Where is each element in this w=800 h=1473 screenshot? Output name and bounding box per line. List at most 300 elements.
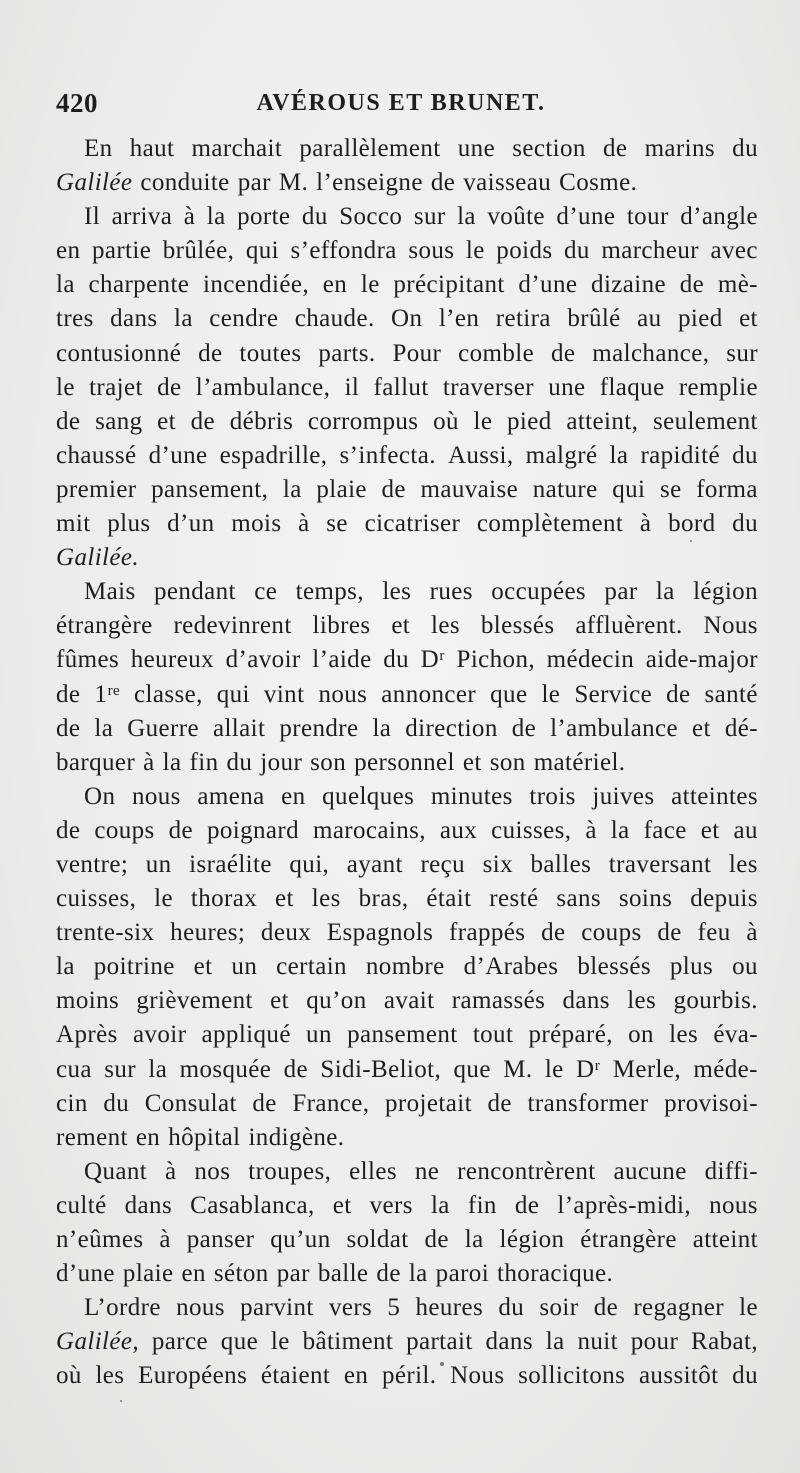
text-line — [56, 916, 758, 950]
word: feu — [697, 919, 731, 947]
word: qui — [216, 680, 250, 708]
word: marins — [644, 135, 716, 162]
word: de — [56, 714, 81, 742]
word: le — [154, 885, 173, 913]
word: qui — [245, 237, 279, 265]
word: du — [564, 237, 590, 265]
word: son — [489, 748, 526, 776]
word: l’en — [438, 305, 480, 333]
page-number: 420 — [56, 88, 98, 118]
word: plus — [107, 510, 151, 538]
word: dans — [485, 1328, 533, 1356]
word: un — [145, 850, 172, 878]
word: ou — [732, 953, 758, 981]
word: projetait — [385, 1089, 472, 1117]
word: allait — [212, 714, 266, 742]
word: la — [372, 714, 392, 742]
word: mauvaise — [420, 475, 519, 503]
word: En — [84, 135, 113, 162]
word: aucune — [613, 1157, 687, 1185]
word: la — [655, 578, 675, 606]
word: trajet — [89, 373, 143, 401]
word: dans — [562, 987, 610, 1015]
word: Galilée, — [56, 1328, 140, 1356]
word: soir — [539, 1294, 579, 1322]
word: du — [732, 510, 758, 538]
word: dans — [110, 305, 158, 333]
word: gourbis. — [673, 987, 758, 1015]
word: brûlé — [567, 305, 621, 333]
word: pied — [677, 305, 723, 333]
word: 1ʳᵉ — [94, 680, 120, 708]
word: de — [56, 407, 81, 435]
word: indigène. — [248, 1123, 345, 1151]
word: M. — [278, 169, 309, 197]
word: à — [143, 748, 155, 776]
word: malchance, — [592, 339, 710, 367]
ink-speck — [690, 540, 692, 542]
word: la — [457, 203, 476, 231]
word: partait — [406, 1328, 473, 1356]
word: annoncer — [381, 680, 477, 708]
word: vers — [328, 1294, 373, 1322]
word: vint — [263, 680, 305, 708]
word: de — [514, 1191, 540, 1219]
word: d’une — [556, 203, 616, 231]
word: la — [56, 953, 75, 981]
text-line — [56, 1359, 758, 1393]
word: pied — [507, 407, 552, 435]
word: provisoi- — [664, 1089, 758, 1117]
word: s’effondra — [290, 237, 397, 265]
word: à — [183, 203, 196, 231]
text-line — [56, 1257, 758, 1291]
word: de — [679, 271, 705, 299]
word: fallut — [373, 373, 429, 401]
word: de — [511, 714, 537, 742]
text-line — [56, 1155, 758, 1189]
word: du — [226, 748, 253, 776]
word: depuis — [690, 885, 758, 913]
word: rement — [56, 1123, 128, 1151]
text-line — [56, 200, 758, 234]
word: avec — [710, 237, 758, 265]
word: israélite — [189, 850, 272, 878]
word: éva- — [713, 1021, 758, 1049]
word: cicatriser — [364, 510, 461, 538]
word: Espagnols — [326, 919, 434, 947]
word: Dʳ — [420, 646, 445, 674]
page-header — [56, 88, 746, 128]
word: étrangère — [56, 612, 153, 640]
word: contusionné — [56, 339, 182, 367]
word: marocains, — [312, 816, 426, 844]
running-title: AVÉROUS ET BRUNET. — [256, 90, 546, 116]
word: débris — [229, 407, 294, 435]
word: reçu — [420, 850, 466, 878]
word: sans — [556, 885, 602, 913]
word: Nous — [450, 1362, 505, 1390]
word: s’infecta. — [339, 441, 436, 469]
word: ne — [414, 1157, 440, 1185]
word: le — [473, 407, 493, 435]
word: seulement — [652, 407, 758, 435]
word: remplie — [678, 373, 758, 401]
word: et — [193, 953, 213, 981]
word: en — [181, 1260, 206, 1288]
word: nuit — [577, 1328, 618, 1356]
word: plus — [669, 953, 714, 981]
word: à — [298, 510, 310, 538]
word: jour — [260, 748, 303, 776]
word: partie — [91, 237, 152, 265]
text-line — [56, 746, 758, 780]
word: soins — [618, 885, 673, 913]
word: au — [637, 305, 662, 333]
text-line — [56, 1087, 758, 1121]
word: du — [301, 203, 328, 231]
word: médecin — [546, 646, 635, 674]
word: qu’un — [270, 1226, 331, 1253]
word: corrompus — [307, 407, 419, 435]
word: mois — [231, 510, 282, 538]
text-line — [56, 1121, 758, 1155]
word: Pour — [392, 339, 442, 367]
word: aussitôt — [638, 1362, 719, 1390]
word: de — [198, 339, 223, 367]
word: et — [275, 885, 294, 913]
word: blessés — [577, 953, 651, 981]
word: de — [56, 816, 81, 844]
ink-speck — [440, 1362, 444, 1366]
word: mosquée — [179, 1055, 272, 1083]
word: d’Arabes — [463, 953, 559, 981]
word: de — [603, 135, 628, 162]
word: parvint — [240, 1294, 314, 1322]
text-line — [56, 609, 758, 643]
word: d’un — [167, 510, 215, 538]
word: coups — [94, 816, 155, 844]
word: mè- — [717, 271, 758, 299]
word: classe, — [133, 680, 203, 708]
word: Européens — [138, 1362, 248, 1390]
word: en — [343, 1362, 369, 1390]
word: de — [157, 373, 182, 401]
word: On — [84, 782, 116, 810]
word: du — [383, 646, 409, 674]
word: le — [544, 1055, 564, 1083]
word: en — [322, 271, 348, 299]
word: parts. — [318, 339, 376, 367]
word: de — [550, 339, 576, 367]
word: atteintes — [671, 782, 758, 810]
word: Aussi, — [447, 441, 514, 469]
word: qui — [612, 475, 646, 503]
word: arriva — [111, 203, 173, 231]
word: toutes — [239, 339, 302, 367]
word: rues — [429, 578, 473, 606]
text-line — [56, 439, 758, 473]
word: parce — [151, 1328, 208, 1356]
word: cin — [56, 1089, 88, 1117]
word: resté — [489, 885, 539, 913]
word: de — [376, 1260, 401, 1288]
word: méde- — [693, 1055, 758, 1083]
word: sang — [95, 407, 143, 435]
word: barquer — [56, 748, 136, 776]
word: prendre — [279, 714, 359, 742]
word: nos — [194, 1157, 231, 1185]
word: nous — [318, 680, 368, 708]
word: de — [381, 475, 406, 503]
word: de — [657, 919, 682, 947]
word: diffi- — [704, 1157, 758, 1185]
word: 5 — [387, 1294, 401, 1322]
word: la — [94, 714, 114, 742]
text-line — [56, 643, 758, 677]
word: elles — [349, 1157, 397, 1185]
word: transformer — [527, 1089, 649, 1117]
word: personnel — [354, 748, 455, 776]
word: culté — [56, 1191, 107, 1219]
word: que — [220, 1328, 259, 1356]
word: forma — [696, 475, 758, 503]
word: il — [344, 373, 360, 401]
word: aide-major — [645, 646, 758, 674]
word: à — [639, 510, 652, 538]
word: minutes — [430, 782, 513, 810]
word: un — [231, 953, 258, 981]
word: M. — [503, 1055, 533, 1083]
word: étaient — [260, 1362, 331, 1390]
word: qu’on — [306, 987, 367, 1015]
word: fin — [189, 748, 219, 776]
word: poitrine — [93, 953, 175, 981]
text-line — [56, 337, 758, 371]
word: et — [391, 612, 411, 640]
word: heureux — [130, 646, 215, 674]
word: premier — [56, 475, 137, 503]
word: paroi — [435, 1260, 490, 1288]
text-line — [56, 780, 758, 814]
word: avoir — [132, 1021, 187, 1049]
word: que — [490, 680, 528, 708]
word: cuisses, — [56, 885, 137, 913]
word: à — [165, 1157, 177, 1185]
word: marcheur — [601, 237, 699, 265]
ink-speck — [120, 1400, 122, 1402]
word: santé — [704, 680, 758, 708]
word: d’une — [518, 271, 578, 299]
word: en — [56, 237, 81, 265]
word: Merle, — [612, 1055, 682, 1083]
text-line — [56, 1325, 758, 1359]
word: qui, — [289, 850, 330, 878]
word: rapidité — [640, 441, 720, 469]
word: haut — [129, 135, 175, 162]
word: la — [56, 271, 75, 299]
word: Galilée — [56, 169, 133, 197]
word: voûte — [487, 203, 545, 231]
word: Pichon, — [456, 646, 536, 674]
word: traversant — [608, 850, 712, 878]
word: cendre — [209, 305, 279, 333]
word: retira — [495, 305, 551, 333]
word: de — [424, 1226, 449, 1253]
word: amena — [197, 782, 265, 810]
text-line — [56, 678, 758, 712]
text-line — [56, 882, 758, 916]
word: conduite — [140, 169, 230, 197]
word: Socco — [339, 203, 403, 231]
word: juives — [592, 782, 655, 810]
word: Mais — [84, 578, 136, 606]
word: dizaine — [591, 271, 667, 299]
word: rencontrèrent — [457, 1157, 596, 1185]
word: de — [283, 1055, 309, 1083]
word: où — [433, 407, 459, 435]
word: les — [95, 1362, 125, 1390]
word: plaie — [122, 1260, 174, 1288]
word: mit — [56, 510, 91, 538]
word: une — [548, 373, 586, 401]
word: de — [541, 919, 566, 947]
text-line — [56, 132, 758, 166]
word: préparé, — [528, 1021, 613, 1049]
word: de — [487, 1089, 512, 1117]
word: ventre; — [56, 850, 129, 878]
word: au — [733, 816, 758, 844]
word: Galilée. — [56, 544, 140, 572]
word: les — [311, 885, 341, 913]
word: libres — [312, 612, 371, 640]
text-line — [56, 302, 758, 336]
word: précipitant — [393, 271, 505, 299]
word: Quant — [84, 1157, 148, 1185]
word: trente-six — [56, 919, 155, 947]
word: sur — [413, 203, 446, 231]
text-line — [56, 814, 758, 848]
word: pour — [630, 1328, 679, 1356]
word: de — [56, 680, 81, 708]
text-line — [56, 473, 758, 507]
text-line — [56, 1053, 758, 1087]
word: l’aide — [312, 646, 372, 674]
word: poignard — [206, 816, 300, 844]
word: où — [56, 1362, 82, 1390]
word: sollicitons — [518, 1362, 626, 1390]
word: le — [56, 373, 75, 401]
word: et — [692, 714, 711, 742]
word: les — [728, 850, 758, 878]
word: brûlée, — [162, 237, 235, 265]
word: balle — [317, 1260, 369, 1288]
word: ce — [254, 578, 278, 606]
word: la — [282, 475, 302, 503]
word: nombre — [365, 953, 445, 981]
word: la — [206, 203, 226, 231]
word: coups — [581, 919, 642, 947]
word: Dʳ — [576, 1055, 601, 1083]
word: d’avoir — [225, 646, 301, 674]
text-line — [56, 234, 758, 268]
word: l’ambulance, — [195, 373, 331, 401]
word: d’une — [148, 441, 208, 469]
word: bras, — [358, 885, 409, 913]
text-line — [56, 712, 758, 746]
body-text — [56, 132, 758, 1393]
word: de — [190, 407, 216, 435]
word: de — [430, 169, 456, 197]
word: la — [408, 1260, 428, 1288]
word: dans — [124, 1191, 173, 1219]
word: L’ordre — [84, 1294, 161, 1322]
text-line — [56, 371, 758, 405]
word: vers — [369, 1191, 413, 1219]
word: Sidi-Beliot, — [320, 1055, 442, 1083]
word: complètement — [476, 510, 624, 538]
word: hôpital — [168, 1123, 241, 1151]
text-line — [56, 575, 758, 609]
word: pendant — [153, 578, 236, 606]
word: poids — [496, 237, 553, 265]
word: l’ambulance — [550, 714, 679, 742]
word: et — [462, 748, 482, 776]
word: cua — [56, 1055, 92, 1083]
word: ayant — [346, 850, 403, 878]
word: thoracique. — [497, 1260, 614, 1288]
word: Rabat, — [691, 1328, 758, 1356]
word: le — [270, 1328, 290, 1356]
word: le — [541, 680, 561, 708]
word: atteint — [692, 1226, 758, 1253]
word: du — [732, 135, 758, 162]
word: légion — [499, 1226, 565, 1253]
word: par — [604, 578, 638, 606]
word: à — [585, 816, 597, 844]
word: six — [482, 850, 513, 878]
word: la — [545, 1328, 565, 1356]
text-line — [56, 848, 758, 882]
word: que — [453, 1055, 491, 1083]
text-line — [56, 405, 758, 439]
word: la — [148, 1055, 168, 1083]
word: vaisseau — [463, 169, 552, 197]
word: par — [237, 169, 271, 197]
word: se — [659, 475, 682, 503]
word: de — [168, 816, 194, 844]
word: direction — [405, 714, 498, 742]
word: pansement, — [151, 475, 269, 503]
word: frappés — [449, 919, 526, 947]
word: sur — [104, 1055, 137, 1083]
word: bord — [668, 510, 716, 538]
word: nous — [176, 1294, 225, 1322]
word: du — [732, 1362, 758, 1390]
word: était — [426, 885, 472, 913]
word: tout — [472, 1021, 514, 1049]
word: en — [135, 1123, 161, 1151]
word: la — [464, 1226, 484, 1253]
word: parallèlement — [299, 135, 441, 162]
word: blessés — [480, 612, 555, 640]
word: et — [739, 305, 758, 333]
word: du — [732, 441, 758, 469]
text-line — [56, 1291, 758, 1325]
word: l’enseigne — [316, 169, 423, 197]
word: d’angle — [680, 203, 758, 231]
word: dé- — [724, 714, 758, 742]
